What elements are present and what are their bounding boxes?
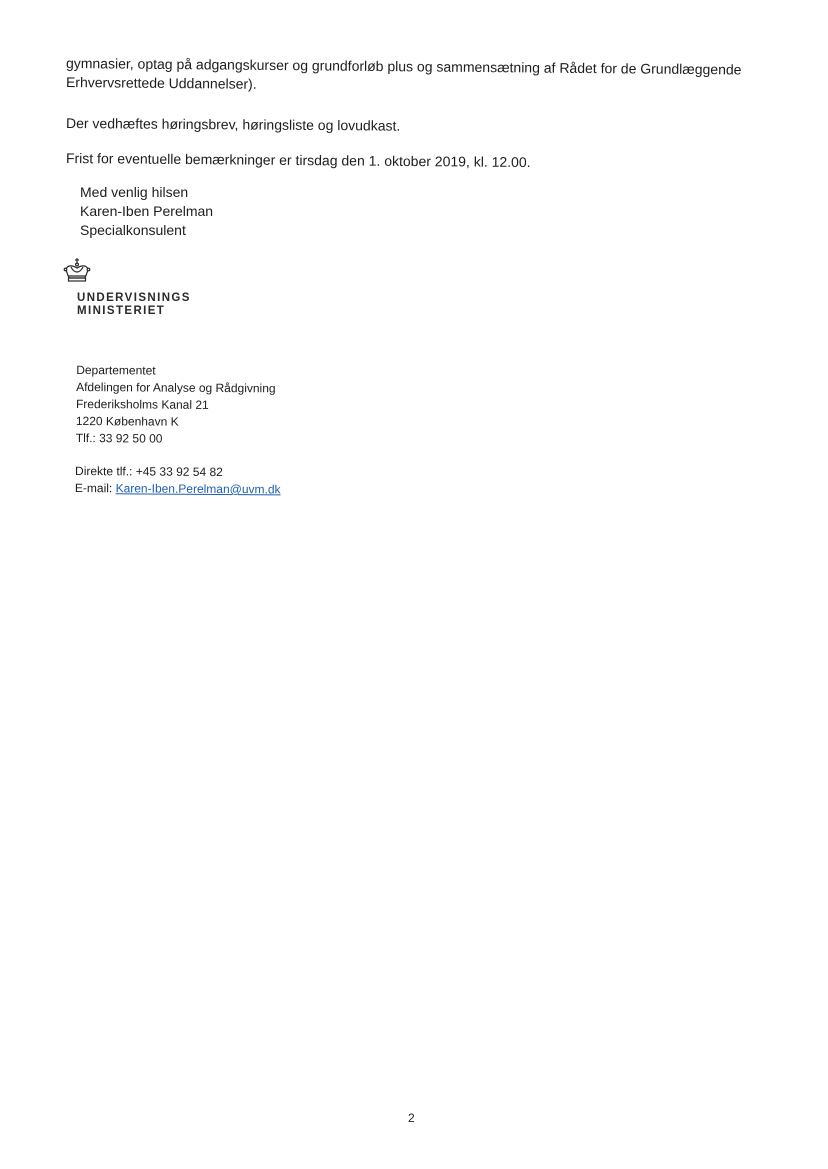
deadline-paragraph: Frist for eventuelle bemærkninger er tirsdag den 1. oktober 2019, kl. 12.00. [65,150,531,171]
division: Afdelingen for Analyse og Rådgivning [76,380,276,396]
signer-title: Specialkonsulent [80,222,186,238]
direct-phone: Direkte tlf.: +45 33 92 54 82 [75,464,223,480]
email-label: E-mail: [74,480,116,496]
signature-block [80,183,213,240]
street: Frederiksholms Kanal 21 [75,397,209,412]
department: Departementet [76,363,156,378]
attachments-paragraph: Der vedhæftes høringsbrev, høringsliste og lovudkast. [65,115,401,134]
main-phone: Tlf.: 33 92 50 00 [75,430,163,446]
greeting: Med venlig hilsen [80,184,189,200]
email-link[interactable]: Karen-Iben.Perelman@uvm.dk [115,481,281,497]
address-block [76,362,276,448]
email-row [75,480,281,498]
signer-name: Karen-Iben Perelman [80,203,214,219]
ministry-name-line: MINISTERIET [77,305,166,317]
ministry-name-line: UNDERVISNINGS [77,292,191,304]
ministry-name [77,292,191,318]
contact-block [75,463,281,498]
page-number: 2 [408,1111,415,1125]
crown-icon [62,257,92,283]
paragraph-line: Erhvervsrettede Uddannelser). [65,74,257,92]
paragraph-line: gymnasier, optag på adgangskurser og grundforløb plus og sammensætning af Rådet for de Grundlæggende [65,55,742,78]
postal-city: 1220 København K [75,413,179,429]
